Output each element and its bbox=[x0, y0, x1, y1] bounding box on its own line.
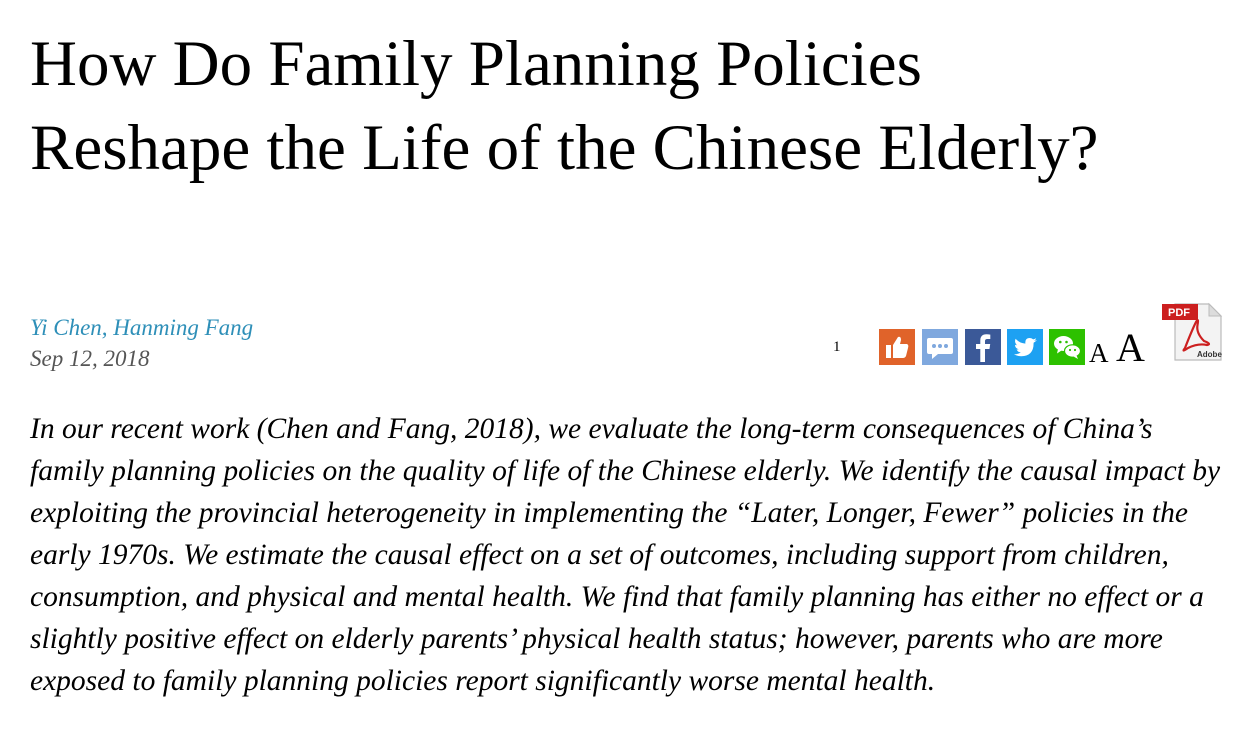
pdf-icon bbox=[1161, 301, 1225, 363]
facebook-share-button[interactable] bbox=[965, 329, 1001, 365]
thumbs-up-icon bbox=[879, 329, 915, 365]
article-abstract: In our recent work (Chen and Fang, 2018), we evaluate the long-term consequences of China’s family planning policies on the quality of life of the Chinese elderly. We identify the causal impact by exploiting the provincial heterogeneity in implementing the “Later, Longer, Fewer” policies in the early 1970s. We estimate the causal effect on a set of outcomes, including support from children, consumption, and physical and mental health. We find that family planning has either no effect or a slightly positive effect on elderly parents’ physical health status; however, parents who are more exposed to family planning policies report significantly worse mental health. bbox=[30, 413, 1221, 697]
comment-button[interactable] bbox=[922, 329, 958, 365]
font-size-increase[interactable]: A bbox=[1116, 325, 1145, 370]
wechat-share-button[interactable] bbox=[1049, 329, 1085, 365]
share-toolbar bbox=[833, 300, 1222, 370]
pdf-download-button[interactable] bbox=[1161, 301, 1225, 363]
article-meta bbox=[30, 312, 630, 374]
like-count: 1 bbox=[833, 339, 841, 355]
comment-icon bbox=[922, 329, 958, 365]
pdf-badge-text: PDF bbox=[1168, 307, 1190, 319]
twitter-share-button[interactable] bbox=[1007, 329, 1043, 365]
publish-date: Sep 12, 2018 bbox=[30, 346, 150, 371]
wechat-icon bbox=[1049, 329, 1085, 365]
font-size-decrease[interactable]: A bbox=[1089, 338, 1109, 368]
article-title: How Do Family Planning Policies Reshape the Life of the Chinese Elderly? bbox=[30, 28, 1099, 184]
author-links[interactable]: Yi Chen, Hanming Fang bbox=[30, 315, 254, 340]
twitter-icon bbox=[1007, 329, 1043, 365]
facebook-icon bbox=[965, 329, 1001, 365]
like-button[interactable] bbox=[879, 329, 915, 365]
pdf-brand-text: Adobe bbox=[1197, 350, 1222, 359]
